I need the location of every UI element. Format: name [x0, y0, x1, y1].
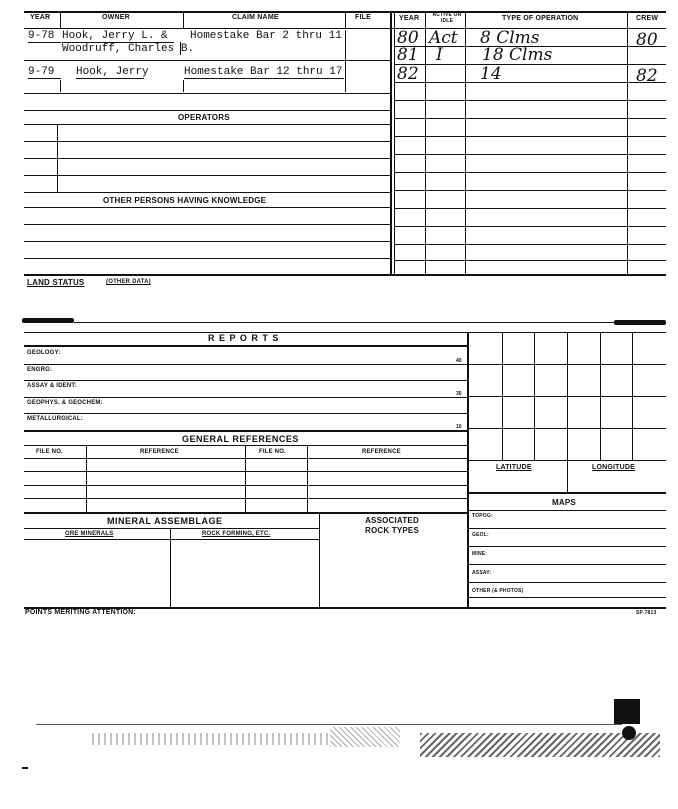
ore-minerals-heading: ORE MINERALS	[65, 531, 114, 537]
activity-1-year: 80	[397, 28, 419, 48]
header-activity-year: YEAR	[399, 15, 420, 22]
claim-1-owner: Hook, Jerry L. &	[62, 30, 168, 42]
activity-1-type: 8 Clms	[480, 28, 540, 48]
form-number: SP 7813	[636, 610, 657, 616]
ref-reference-2: REFERENCE	[362, 449, 401, 455]
header-year: YEAR	[30, 14, 51, 21]
header-type-of-operation: TYPE OF OPERATION	[502, 15, 579, 22]
rock-forming-heading: ROCK FORMING, ETC.	[202, 531, 271, 537]
associated-rock-types-heading: ASSOCIATED ROCK TYPES	[364, 516, 419, 535]
redaction-bar-left	[22, 318, 74, 323]
report-assay-num: 30	[456, 391, 462, 397]
reports-heading: R E P O R T S	[208, 333, 280, 343]
activity-2-year: 81	[397, 45, 419, 65]
maps-assay: ASSAY:	[472, 570, 492, 576]
header-file: FILE	[355, 14, 371, 21]
scan-noise-left	[92, 733, 332, 745]
land-status-label: LAND STATUS	[27, 278, 85, 287]
report-assay: ASSAY & IDENT:	[27, 383, 77, 389]
ref-file-no-2: FILE NO.	[259, 449, 286, 455]
maps-geol: GEOL:	[472, 532, 489, 538]
header-active-or-idle: ACTIVE OR IDLE	[432, 12, 462, 24]
scan-black-dot	[622, 726, 636, 740]
report-metallurgical: METALLURGICAL:	[27, 416, 84, 422]
activity-2-status: I	[436, 45, 443, 65]
scan-black-square	[614, 699, 640, 724]
claim-1-year: 9-78	[28, 30, 55, 42]
ref-reference-1: REFERENCE	[140, 449, 179, 455]
maps-topog: TOPOG:	[472, 513, 493, 519]
redaction-bar-right	[614, 320, 666, 325]
header-owner: OWNER	[102, 14, 130, 21]
activity-2-type: 18 Clms	[482, 45, 553, 65]
longitude-label: LONGITUDE	[592, 464, 636, 471]
activity-3-year: 82	[397, 64, 419, 84]
claim-2-year: 9-79	[28, 66, 55, 78]
activity-3-type: 14	[480, 64, 502, 84]
report-geology-num: 40	[456, 358, 462, 364]
activity-1-status: Act	[429, 28, 458, 48]
mineral-assemblage-heading: MINERAL ASSEMBLAGE	[107, 516, 223, 526]
activity-1-crew: 80	[636, 30, 658, 50]
operators-heading: OPERATORS	[178, 113, 230, 122]
claim-2-name: Homestake Bar 12 thru 17	[184, 66, 343, 78]
header-crew: CREW	[636, 15, 659, 22]
report-metallurgical-num: 10	[456, 424, 462, 430]
report-engrg: ENGRG:	[27, 367, 53, 373]
maps-heading: MAPS	[552, 498, 576, 507]
ref-file-no-1: FILE NO.	[36, 449, 63, 455]
points-meriting-attention-label: POINTS MERITING ATTENTION:	[25, 609, 136, 616]
claim-1-owner-2: Woodruff, Charles B.	[62, 43, 195, 55]
other-persons-heading: OTHER PERSONS HAVING KNOWLEDGE	[103, 196, 267, 205]
maps-other: OTHER (& PHOTOS)	[472, 588, 524, 594]
header-claim-name: CLAIM NAME	[232, 14, 279, 21]
report-geology: GEOLOGY:	[27, 350, 61, 356]
latitude-label: LATITUDE	[496, 464, 532, 471]
claim-1-name: Homestake Bar 2 thru 11	[190, 30, 342, 42]
general-references-heading: GENERAL REFERENCES	[182, 434, 299, 444]
maps-mine: MINE:	[472, 551, 488, 557]
activity-3-crew: 82	[636, 66, 658, 86]
report-geophys: GEOPHYS. & GEOCHEM:	[27, 400, 103, 406]
scan-noise-middle	[330, 727, 400, 747]
scan-mark	[22, 767, 28, 769]
claim-2-owner: Hook, Jerry	[76, 66, 149, 78]
land-status-sub: (OTHER DATA)	[106, 279, 151, 285]
